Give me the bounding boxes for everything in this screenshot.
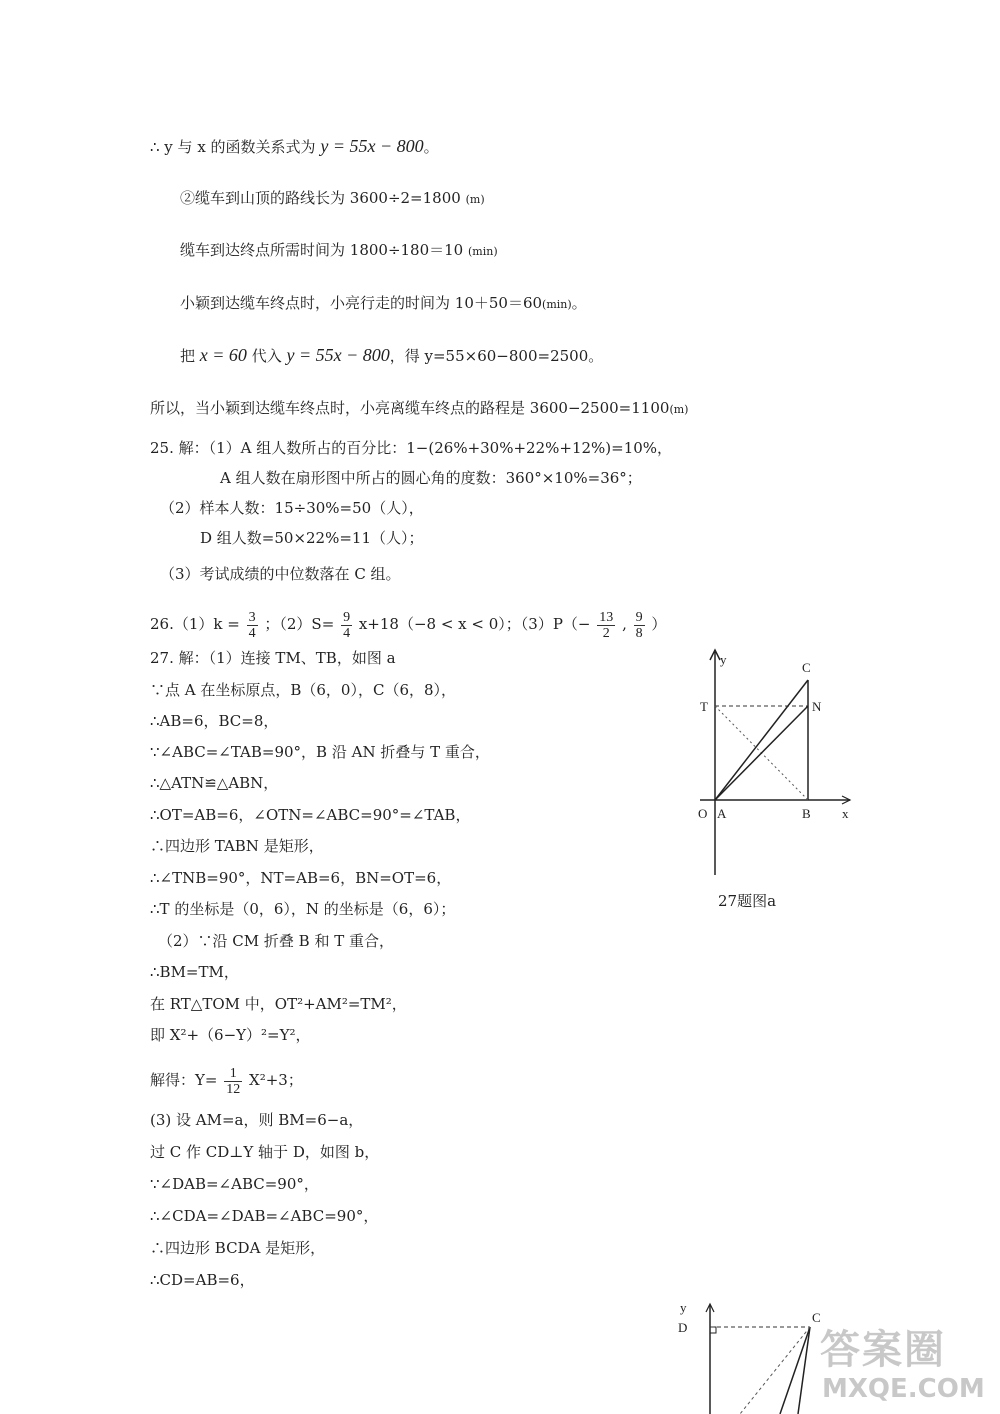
text-line-7: 25. 解：（1）A 组人数所占的百分比：1−(26%+30%+22%+12%)=10%， xyxy=(150,439,673,457)
text-line-11: （3）考试成绩的中位数落在 C 组。 xyxy=(160,565,401,583)
text-line-24: 在 RT△TOM 中，OT²+AM²=TM²， xyxy=(150,995,407,1013)
text-line-4: 小颖到达缆车终点时，小亮行走的时间为 10＋50＝60(min)。 xyxy=(180,294,587,312)
figure-27b xyxy=(670,1300,840,1414)
text-line-30: ∴∠CDA=∠DAB=∠ABC=90°， xyxy=(150,1207,379,1225)
watermark-logo: 答案圈 xyxy=(820,1327,946,1373)
text-line-17: ∴△ATN≌△ABN， xyxy=(150,774,279,792)
text-line-5: 把 x = 60 代入 y = 55x − 800，得 y=55×60−800=2500。 xyxy=(180,345,604,365)
label-y-b: y xyxy=(680,1300,687,1315)
text-line-14: ∵点 A 在坐标原点，B（6，0），C（6，8）， xyxy=(150,681,457,699)
label-c: C xyxy=(802,660,811,675)
text-line-32: ∴CD=AB=6， xyxy=(150,1271,255,1289)
text-line-10: D 组人数=50×22%=11（人）； xyxy=(200,529,424,547)
text-line-23: ∴BM=TM， xyxy=(150,963,239,981)
label-c-b: C xyxy=(812,1310,821,1325)
text-line-6: 所以，当小颖到达缆车终点时，小亮离缆车终点的路程是 3600−2500=1100(m) xyxy=(150,399,689,417)
figure-27a-caption: 27题图a xyxy=(718,892,777,910)
text-line-12: 26.（1）k = $\frac{3}{4}$ ；（2）S= $\frac{9}{4}$ x+18（−8 < x < 0）；（3）P（− $\frac{13}{2}$ , $\frac{9}{8}$ ） xyxy=(150,609,667,641)
text-line-13: 27. 解：（1）连接 TM、TB，如图 a xyxy=(150,649,396,667)
text-line-27: (3) 设 AM=a，则 BM=6−a， xyxy=(150,1111,364,1129)
watermark-site: MXQE.COM xyxy=(822,1374,985,1404)
fraction-k: $\frac{3}{4}$ xyxy=(248,609,256,641)
label-x: x xyxy=(842,806,849,821)
text-line-20: ∴∠TNB=90°，NT=AB=6，BN=OT=6， xyxy=(150,869,452,887)
segment-on xyxy=(715,706,808,800)
text-line-26: 解得：Y= $\frac{1}{12}$ X²+3； xyxy=(150,1065,303,1097)
text-line-18: ∴OT=AB=6，∠OTN=∠ABC=90°=∠TAB， xyxy=(150,806,471,824)
text-line-15: ∴AB=6，BC=8， xyxy=(150,712,279,730)
segment-oc xyxy=(715,680,808,800)
label-n: N xyxy=(812,699,822,714)
fraction-p1: $\frac{13}{2}$ xyxy=(599,609,614,641)
label-b: B xyxy=(802,806,811,821)
text-line-28: 过 C 作 CD⊥Y 轴于 D，如图 b， xyxy=(150,1143,380,1161)
text-line-21: ∴T 的坐标是（0，6），N 的坐标是（6，6）； xyxy=(150,900,456,918)
fraction-p2: $\frac{9}{8}$ xyxy=(635,609,643,641)
text-line-3: 缆车到达终点所需时间为 1800÷180＝10 (min) xyxy=(180,241,498,259)
segment-c-2 xyxy=(798,1327,810,1414)
text-line-19: ∴四边形 TABN 是矩形， xyxy=(150,837,324,855)
right-angle-mark-d xyxy=(710,1327,716,1333)
label-t: T xyxy=(700,699,708,714)
fraction-1-12: $\frac{1}{12}$ xyxy=(226,1065,241,1097)
text-line-22: （2）∵沿 CM 折叠 B 和 T 重合， xyxy=(158,932,395,950)
label-d: D xyxy=(678,1320,688,1335)
text-line-25: 即 X²+（6−Y）²=Y²， xyxy=(150,1026,311,1044)
label-a: A xyxy=(717,806,727,821)
text-line-9: （2）样本人数：15÷30%=50（人）， xyxy=(160,499,424,517)
text-line-31: ∴四边形 BCDA 是矩形， xyxy=(150,1239,326,1257)
text-line-16: ∵∠ABC=∠TAB=90°，B 沿 AN 折叠与 T 重合， xyxy=(150,743,490,761)
text-line-1: ∴ y 与 x 的函数关系式为 y = 55x − 800。 xyxy=(150,136,439,156)
fraction-s: $\frac{9}{4}$ xyxy=(343,609,351,641)
text-line-2: ②缆车到山顶的路线长为 3600÷2=1800 (m) xyxy=(180,189,485,207)
label-y: y xyxy=(720,652,727,667)
segment-c-1 xyxy=(780,1327,810,1414)
text-line-8: A 组人数在扇形图中所占的圆心角的度数：360°×10%=36°； xyxy=(220,469,642,487)
label-o: O xyxy=(698,806,708,821)
figure-27a xyxy=(680,640,880,880)
text-line-29: ∵∠DAB=∠ABC=90°， xyxy=(150,1175,319,1193)
